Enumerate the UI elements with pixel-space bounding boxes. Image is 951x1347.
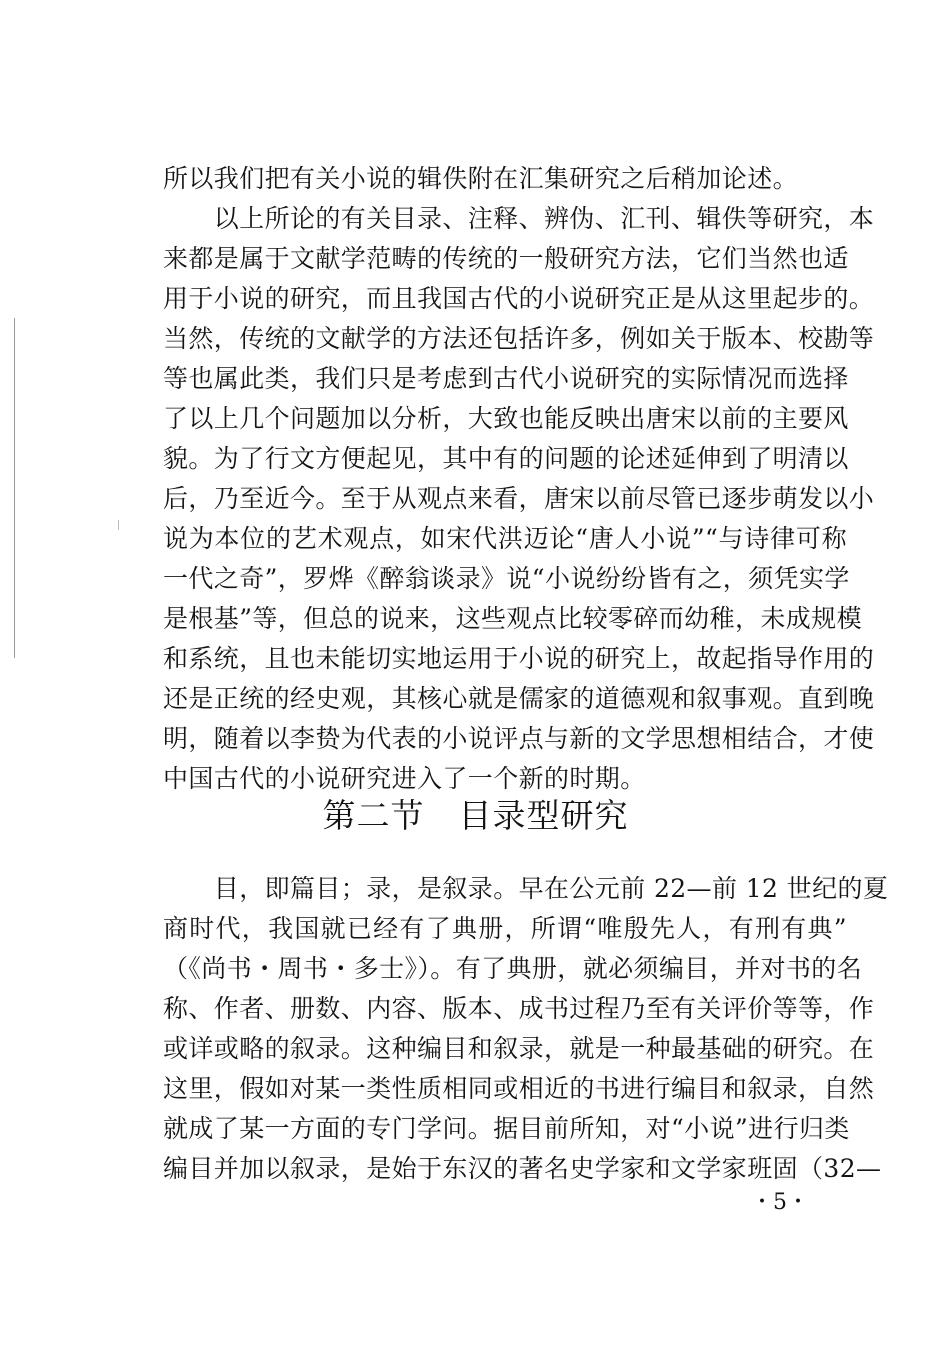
page-number: ・5・ — [751, 1190, 809, 1215]
paragraph-line: 貌。为了行文方便起见，其中有的问题的论述延伸到了明清以 — [163, 444, 849, 473]
paragraph-line: （《尚书・周书・多士》）。有了典册，就必须编目，并对书的名 — [163, 954, 863, 983]
paragraph-line: 中国古代的小说研究进入了一个新的时期。 — [163, 764, 646, 793]
paragraph-line: 说为本位的艺术观点，如宋代洪迈论“唐人小说”“与诗律可称 — [163, 524, 847, 553]
paragraph-line: 还是正统的经史观，其核心就是儒家的道德观和叙事观。直到晚 — [163, 684, 875, 713]
paragraph-line: 或详或略的叙录。这种编目和叙录，就是一种最基础的研究。在 — [163, 1034, 875, 1063]
paragraph-line: 所以我们把有关小说的辑佚附在汇集研究之后稍加论述。 — [163, 164, 799, 193]
paragraph-line: 了以上几个问题加以分析，大致也能反映出唐宋以前的主要风 — [163, 404, 849, 433]
paragraph-line: 用于小说的研究，而且我国古代的小说研究正是从这里起步的。 — [163, 284, 875, 313]
paragraph-line: 当然，传统的文献学的方法还包括许多，例如关于版本、校勘等 — [163, 324, 875, 353]
paragraph-line: 是根基”等，但总的说来，这些观点比较零碎而幼稚，未成规模 — [163, 604, 862, 633]
paragraph-line: 目，即篇目；录，是叙录。早在公元前 22—前 12 世纪的夏 — [163, 874, 889, 903]
paragraph-line: 这里，假如对某一类性质相同或相近的书进行编目和叙录，自然 — [163, 1074, 875, 1103]
paragraph-line: 就成了某一方面的专门学问。据目前所知，对“小说”进行归类 — [163, 1114, 850, 1143]
paragraph-line: 来都是属于文献学范畴的传统的一般研究方法，它们当然也适 — [163, 244, 849, 273]
paragraph-line: 和系统，且也未能切实地运用于小说的研究上，故起指导作用的 — [163, 644, 875, 673]
section-heading: 第二节 目录型研究 — [322, 796, 629, 835]
binding-edge-line — [14, 318, 15, 658]
paragraph-line: 商时代，我国就已经有了典册，所谓“唯殷先人，有刑有典” — [163, 914, 847, 943]
paragraph-line: 以上所论的有关目录、注释、辨伪、汇刊、辑佚等研究，本 — [163, 204, 875, 233]
paragraph-line: 等也属此类，我们只是考虑到古代小说研究的实际情况而选择 — [163, 364, 849, 393]
paragraph-line: 后，乃至近今。至于从观点来看，唐宋以前尽管已逐步萌发以小 — [163, 484, 875, 513]
paragraph-line: 称、作者、册数、内容、版本、成书过程乃至有关评价等等，作 — [163, 994, 875, 1023]
paragraph-line: 明，随着以李贽为代表的小说评点与新的文学思想相结合，才使 — [163, 724, 875, 753]
paragraph-line: 一代之奇”，罗烨《醉翁谈录》说“小说纷纷皆有之，须凭实学 — [163, 564, 850, 593]
scan-mark — [118, 520, 119, 530]
paragraph-line: 编目并加以叙录，是始于东汉的著名史学家和文学家班固（32— — [163, 1154, 882, 1183]
